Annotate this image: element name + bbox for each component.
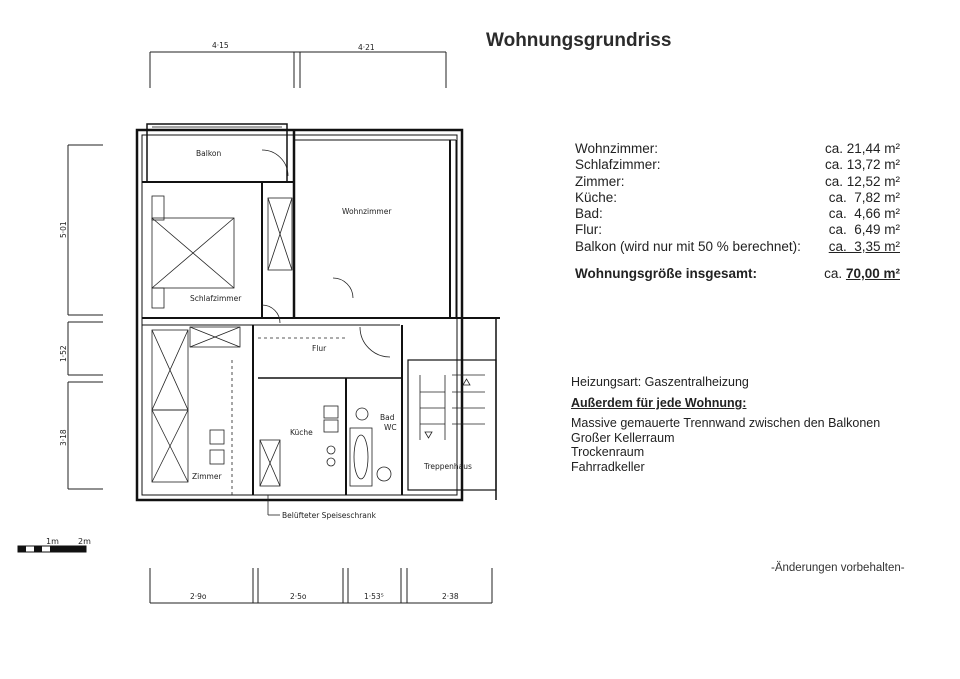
area-label: Flur: xyxy=(575,222,602,238)
area-value: ca. 7,82 m² xyxy=(828,189,900,205)
dim-left-1: 5·01 xyxy=(59,221,68,238)
total-label: Wohnungsgröße insgesamt: xyxy=(575,266,758,282)
dim-left-2: 1·52 xyxy=(59,345,68,362)
area-row-zimmer xyxy=(575,174,900,190)
outer-walls xyxy=(137,124,500,500)
top-dimension-lines xyxy=(150,52,446,88)
room-label-wc: WC xyxy=(384,423,397,432)
area-value: ca. 12,52 m² xyxy=(824,173,900,189)
extras-item: Großer Kellerraum xyxy=(571,430,675,445)
total-value-wrap xyxy=(824,266,900,282)
area-row-balkon xyxy=(575,239,900,255)
area-row-wohnzimmer xyxy=(575,141,900,157)
room-label-zimmer: Zimmer xyxy=(192,472,222,481)
area-label: Schlafzimmer: xyxy=(575,157,661,173)
total-prefix: ca. xyxy=(824,266,843,282)
area-row-kueche xyxy=(575,190,900,206)
total-value: 70,00 m² xyxy=(845,266,900,282)
left-dimension-lines xyxy=(68,145,103,489)
area-value: ca. 3,35 m² xyxy=(828,238,900,254)
area-value: ca. 13,72 m² xyxy=(824,157,900,173)
extras-item: Trockenraum xyxy=(571,445,645,460)
area-table xyxy=(575,141,900,282)
area-label: Bad: xyxy=(575,206,603,222)
area-row-schlafzimmer xyxy=(575,157,900,173)
area-label: Wohnzimmer: xyxy=(575,141,659,156)
area-label: Balkon (wird nur mit 50 % berechnet): xyxy=(575,238,801,254)
dim-top-1: 4·15 xyxy=(212,41,229,50)
area-row-flur xyxy=(575,222,900,238)
area-label: Küche: xyxy=(575,189,618,205)
room-label-schlafzimmer: Schlafzimmer xyxy=(190,294,242,303)
heating-type: Heizungsart: Gaszentralheizung xyxy=(571,375,749,389)
dimension-labels xyxy=(59,41,459,601)
room-label-wohnzimmer: Wohnzimmer xyxy=(342,207,392,216)
room-label-bad: Bad xyxy=(380,413,395,422)
area-label: Zimmer: xyxy=(575,173,625,189)
dim-bottom-3: 1·53⁵ xyxy=(364,592,384,601)
scale-label-2m: 2m xyxy=(78,537,91,546)
extras-item: Massive gemauerte Trennwand zwischen den Balkonen xyxy=(571,416,881,431)
area-value: ca. 4,66 m² xyxy=(828,206,900,222)
dim-bottom-1: 2·9o xyxy=(190,592,207,601)
dim-top-2: 4·21 xyxy=(358,43,375,52)
area-row-bad xyxy=(575,206,900,222)
dim-bottom-4: 2·38 xyxy=(442,592,459,601)
area-value: ca. 21,44 m² xyxy=(824,141,900,156)
extras-section xyxy=(571,375,880,475)
fixtures xyxy=(152,150,485,495)
room-label-kueche: Küche xyxy=(290,428,313,437)
dim-left-3: 3·18 xyxy=(59,429,68,446)
extras-item: Fahrradkeller xyxy=(571,459,645,474)
page-title: Wohnungsgrundriss xyxy=(486,30,672,51)
scale-bar xyxy=(18,537,91,552)
room-label-speiseschrank: Belüfteter Speiseschrank xyxy=(282,511,376,520)
room-label-balkon: Balkon xyxy=(196,149,222,158)
area-value: ca. 6,49 m² xyxy=(828,222,900,238)
footer-note: -Änderungen vorbehalten- xyxy=(771,562,905,574)
dim-bottom-2: 2·5o xyxy=(290,592,307,601)
room-label-flur: Flur xyxy=(312,344,327,353)
extras-heading: Außerdem für jede Wohnung: xyxy=(571,395,747,410)
area-row-total xyxy=(575,266,900,282)
room-label-treppenhaus: Treppenhaus xyxy=(424,462,472,471)
scale-label-1m: 1m xyxy=(46,537,59,546)
